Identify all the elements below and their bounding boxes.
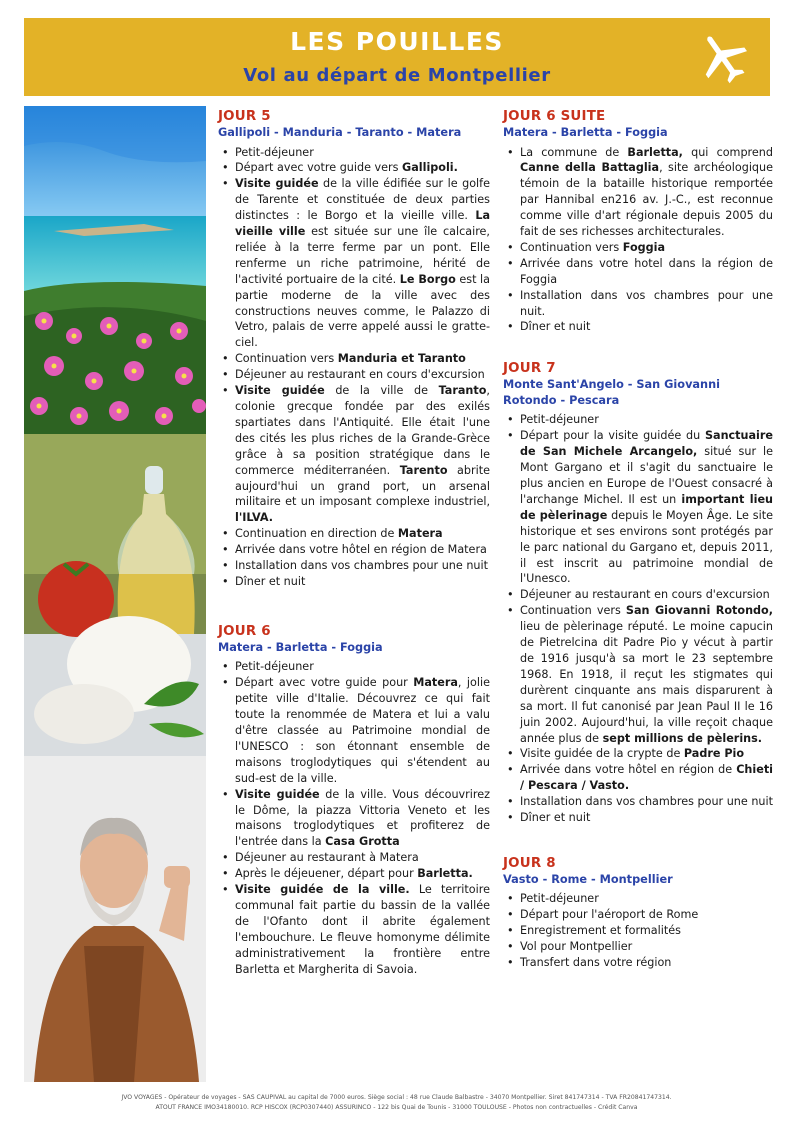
list-item: • Visite guidée de la ville de Taranto, colonie grecque fondée par des exilés spartiates dans l'Antiquité. Elle était l'une des cités les plus riches de la Grande-Grèce grâce à sa position stratégique dans le commerce méditerranéen. Tarento abrite aujourd'hui un grand port, un arsenal militaire et un imposant complexe industriel, l'ILVA. [235, 383, 490, 526]
day7-title: JOUR 7 [503, 361, 556, 377]
padre-pio-statue-photo [24, 756, 206, 1082]
day6-section [218, 624, 490, 978]
list-item: • Dîner et nuit [520, 319, 773, 335]
day8-section [503, 856, 773, 971]
list-item: • Déjeuner au restaurant à Matera [235, 850, 490, 866]
day8-title: JOUR 8 [503, 855, 556, 871]
footer-line-1: JVO VOYAGES - Opérateur de voyages - SAS CAUPIVAL au capital de 7000 euros. Siège social : 48 rue Claude Balbastre - 34070 Montpellier. Siret 841747314 - TVA FR20841747314. [121, 1094, 672, 1101]
list-item: • Continuation vers San Giovanni Rotondo, lieu de pèlerinage réputé. Le moine capucin de Pietrelcina dit Padre Pio y vécut à partir de 1916 jusqu'à sa mort le 23 septembre 1968. En 1918, il reçut les stigmates qui durèrent cinquante ans mais disparurent à sa mort. Il fut canonisé par Jean Paul II le 16 juin 2002. Aujourd'hui, la ville reçoit chaque année plus de sept millions de pèlerins. [520, 603, 773, 746]
olive-oil-mozzarella-photo [24, 434, 206, 756]
day5-list [218, 145, 490, 590]
day6-list [218, 659, 490, 977]
list-item: • Visite guidée de la ville édifiée sur le golfe de Tarente et constituée de deux parties distinctes : le Borgo et la vieille ville. La vieille ville est située sur une île calcaire, reliée à la terre ferme par un pont. Elle renferme un riche patrimoine, hérité de l'activité portuaire de la cité. Le Borgo est la partie moderne de la ville avec des constructions neuves comme, le Palazzo di Vetro, palais de verre appelé aussi le gratte-ciel. [235, 176, 490, 351]
list-item: • Installation dans vos chambres pour une nuit [235, 558, 490, 574]
coastal-landscape-photo [24, 106, 206, 434]
list-item: • Dîner et nuit [520, 810, 773, 826]
list-item: • Vol pour Montpellier [520, 939, 773, 955]
day5-section [218, 109, 490, 590]
list-item: • Départ avec votre guide vers Gallipoli. [235, 160, 490, 176]
day6-continued-section [503, 109, 773, 335]
header-banner [24, 18, 770, 96]
day6b-title: JOUR 6 SUITE [503, 109, 606, 124]
day7-route: Monte Sant'Angelo - San Giovanni Rotondo - Pescara [503, 378, 721, 407]
day7-section [503, 361, 773, 826]
day6b-list [503, 145, 773, 336]
list-item: • Petit-déjeuner [235, 145, 490, 161]
airplane-icon [694, 29, 752, 87]
list-item: • Petit-déjeuner [235, 659, 490, 675]
day7-list [503, 412, 773, 826]
day6b-route: Matera - Barletta - Foggia [503, 126, 668, 139]
list-item: • Visite guidée de la ville. Vous découvrirez le Dôme, la piazza Vittoria Veneto et les maisons troglodytiques et profiterez de l'entrée dans la Casa Grotta [235, 787, 490, 851]
day5-route: Gallipoli - Manduria - Taranto - Matera [218, 126, 462, 139]
day8-list [503, 891, 773, 971]
list-item: • Petit-déjeuner [520, 412, 773, 428]
day5-title: JOUR 5 [218, 109, 271, 124]
list-item: • Arrivée dans votre hôtel en région de Chieti / Pescara / Vasto. [520, 762, 773, 794]
page-title: LES POUILLES [290, 27, 504, 56]
footer-line-2: ATOUT FRANCE IMO34180010. RCP HISCOX (RCP0307440) ASSURINCO - 122 bis Quai de Tounis - 31000 TOULOUSE - Photos non contractuelles - Crédit Canva [155, 1104, 638, 1111]
column-left [218, 109, 490, 978]
list-item: • Continuation vers Manduria et Taranto [235, 351, 490, 367]
list-item: • Départ pour l'aéroport de Rome [520, 907, 773, 923]
list-item: • Déjeuner au restaurant en cours d'excursion [235, 367, 490, 383]
list-item: • Visite guidée de la crypte de Padre Pio [520, 746, 773, 762]
list-item: • Petit-déjeuner [520, 891, 773, 907]
legal-footer [24, 1093, 769, 1113]
list-item: • Continuation vers Foggia [520, 240, 773, 256]
list-item: • Enregistrement et formalités [520, 923, 773, 939]
list-item: • Déjeuner au restaurant en cours d'excursion [520, 587, 773, 603]
column-right [503, 109, 773, 971]
list-item: • Dîner et nuit [235, 574, 490, 590]
list-item: • La commune de Barletta, qui comprend Canne della Battaglia, site archéologique témoin de la bataille historique remportée par Hannibal en216 av. J.-C., est reconnue comme ville d'art régionale depuis 2005 du fait de ses richesses architecturales. [520, 145, 773, 240]
list-item: • Installation dans vos chambres pour une nuit [520, 794, 773, 810]
list-item: • Départ avec votre guide pour Matera, jolie petite ville d'Italie. Découvrez ce qui fait toute la renommée de Matera et lui a valu d'être classée au Patrimoine mondial de l'UNESCO : son étonnant ensemble de maisons troglodytiques qui s'étendent au sud-est de la ville. [235, 675, 490, 786]
list-item: • Arrivée dans votre hotel dans la région de Foggia [520, 256, 773, 288]
list-item: • Arrivée dans votre hôtel en région de Matera [235, 542, 490, 558]
list-item: • Départ pour la visite guidée du Sanctuaire de San Michele Arcangelo, situé sur le Mont Gargano et il s'agit du sanctuaire le plus ancien en Europe de l'Ouest consacré à l'archange Michel. Il est un important lieu de pèlerinage depuis le Moyen Âge. Le site historique et ses environs sont protégés par le parc national du Gargano et, depuis 2011, il est inscrit au patrimoine mondial de l'Unesco. [520, 428, 773, 587]
list-item: • Transfert dans votre région [520, 955, 773, 971]
list-item: • Visite guidée de la ville. Le territoire communal fait partie du bassin de la vallée de l'Ofanto dont il abrite également l'embouchure. Le fleuve homonyme délimite administrativement la frontière entre Barletta et Margherita di Savoia. [235, 882, 490, 977]
day8-route: Vasto - Rome - Montpellier [503, 872, 673, 886]
day6-route: Matera - Barletta - Foggia [218, 640, 383, 654]
page-subtitle: Vol au départ de Montpellier [243, 65, 551, 86]
list-item: • Continuation en direction de Matera [235, 526, 490, 542]
list-item: • Après le déjeuener, départ pour Barletta. [235, 866, 490, 882]
list-item: • Installation dans vos chambres pour une nuit. [520, 288, 773, 320]
day6-title: JOUR 6 [218, 623, 271, 639]
